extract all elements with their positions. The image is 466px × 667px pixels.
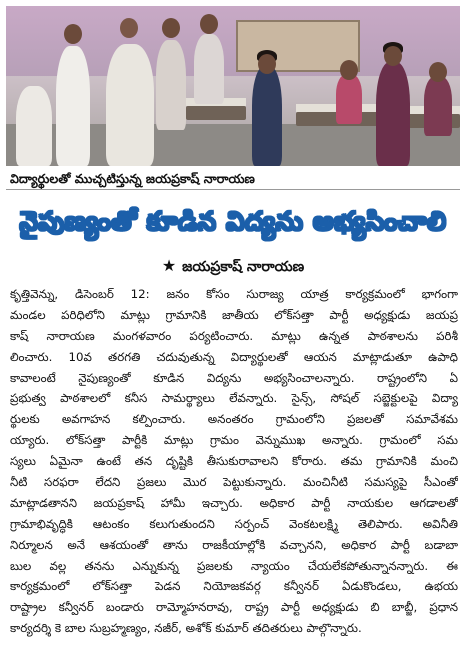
photo-student [424, 76, 452, 136]
photo-student-head [429, 62, 447, 82]
article-line: రాష్ట్రాల కన్వీనర్ బండారు రామ్మోహనరావు, రాష్ట్ర పార్టీ అధ్యక్షుడు బి బాబ్జీ, ప్రధాన [10, 600, 458, 615]
article-line: కార్యదర్శి కె బాల సుబ్రహ్మణ్యం, నజీర్, అశోక్ కుమార్ తదితరులు పాల్గొన్నారు. [10, 621, 362, 636]
photo-student [376, 62, 410, 166]
article-line: లించారు. 10వ తరగతి చదువుతున్న విద్యార్థులతో ఆయన మాట్లాడుతూ ఉపాధి [10, 349, 458, 364]
photo-person [156, 40, 186, 130]
photo-student-head [384, 46, 402, 66]
photo-person [56, 46, 90, 166]
article-line: నీటి సరఫరా లేదని ప్రజలు మొర పెట్టుకున్నారు. మంచినీటి సమస్యపై సీఎంతో [10, 475, 458, 490]
photo-person-head [162, 18, 180, 38]
article-line: కార్యక్రమంలో లోక్‌సత్తా పెడన నియోజకవర్గ కన్వీనర్ ఏడుకొండలు, ఉభయ [10, 579, 458, 594]
news-photo [6, 6, 460, 166]
article-line: కృత్తివెన్ను, డిసెంబర్ 12: జనం కోసం సురాజ్య యాత్ర కార్యక్రమంలో భాగంగా [10, 287, 458, 301]
photo-person [16, 86, 52, 166]
photo-student [252, 66, 282, 166]
photo-caption: విద్యార్థులతో ముచ్చటిస్తున్న జయప్రకాష్ నారాయణ [6, 168, 460, 190]
article-line: య్యారు. లోక్‌సత్తా పార్టీకి మాట్లు గ్రామం వెన్నుముఖ అన్నారు. గ్రామంలో సమ [10, 433, 458, 448]
article-line: ప్రభుత్వ పాఠశాలలో కనీస సామర్థ్యాలు లేవన్నారు. సైన్స్, సోషల్ సబ్జెక్టులపై విద్యా [10, 391, 458, 406]
photo-bench [186, 106, 246, 120]
photo-student-head [340, 60, 358, 80]
article-line: కాష్ నారాయణ మంగళవారం పర్యటించారు. మాట్లు ఉన్నత పాఠశాలను పరిశీ [10, 328, 458, 343]
article-body [10, 284, 458, 662]
photo-person [106, 44, 154, 166]
photo-person [194, 34, 224, 104]
article-line: ర్థులకు అవగాహన కల్పించారు. అనంతరం గ్రామంలోని ప్రజలతో సమావేశమ [10, 412, 458, 427]
byline [6, 254, 460, 278]
photo-student-head [258, 54, 276, 74]
article-line: గ్రామాభివృద్ధికి ఆటంకం కలుగుతుందని సర్పంచ్ వెంకటలక్ష్మి తెలిపారు. అవినీతి [10, 516, 458, 531]
article-line: స్యలు ఏమైనా ఉంటే తన దృష్టికి తీసుకురావాలని కోరారు. తమ గ్రామానికి మంచి [10, 454, 458, 469]
photo-person-head [200, 14, 218, 34]
star-icon: ★ [161, 256, 177, 275]
article-line: మండల పరిధిలోని మాట్లు గ్రామానికి జాతీయ లోక్‌సత్తా పార్టీ అధ్యక్షుడు జయప్ర [10, 307, 458, 322]
photo-student [336, 74, 362, 124]
photo-person-head [64, 24, 82, 44]
article-line: నిర్మూలన అనే ఆశయంతో తాను రాజకీయాల్లోకి వచ్చానని, అధికార పార్టీ బడాబా [10, 537, 458, 552]
article-line: మాట్లాడతానని జయప్రకాష్ హామీ ఇచ్చారు. అధికార పార్టీ నాయకుల ఆగడాలతో [10, 495, 458, 510]
article-line: బుల వల్ల తనను ఎన్నుకున్న ప్రజలకు న్యాయం చేయలేకపోతున్నానన్నారు. ఈ [10, 558, 458, 573]
byline-author: జయప్రకాష్ నారాయణ [182, 259, 305, 275]
article-line: కావాలంటే నైపుణ్యంతో కూడిన విద్యను అభ్యసించాలన్నారు. రాష్ట్రంలోని ఏ [10, 370, 458, 385]
photo-person-head [120, 18, 138, 38]
headline: నైపుణ్యంతో కూడిన విద్యను అభ్యసించాలి [19, 207, 447, 237]
